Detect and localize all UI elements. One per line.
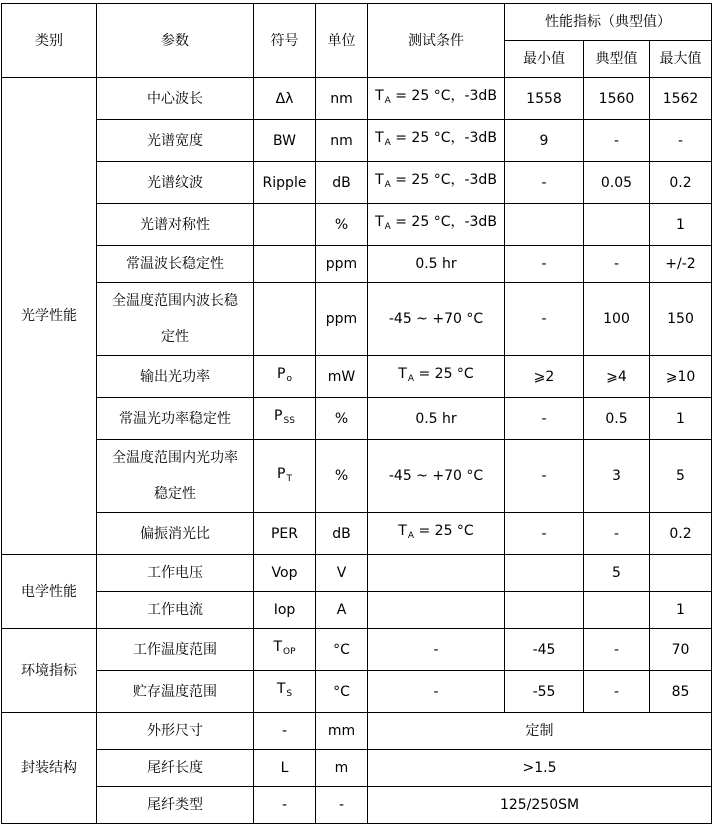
table-row — [2, 162, 712, 204]
param-cell: 工作温度范围 — [97, 629, 254, 671]
min-cell: - — [505, 440, 584, 513]
typ-cell: - — [584, 513, 650, 555]
cond-base: T — [375, 88, 384, 104]
param-line: 全温度范围内光功率 — [112, 450, 238, 466]
symbol-cell — [254, 246, 316, 283]
symbol-sub: OP — [283, 647, 296, 657]
table-row — [2, 750, 712, 787]
typ-cell: 1560 — [584, 78, 650, 120]
table-row — [2, 398, 712, 440]
table-row — [2, 787, 712, 824]
unit-cell: % — [316, 398, 368, 440]
table-row — [2, 555, 712, 592]
condition-cell: - — [368, 629, 505, 671]
header-typ: 典型值 — [584, 41, 650, 78]
unit-cell: % — [316, 440, 368, 513]
cond-sub: A — [384, 180, 391, 190]
condition-cell — [368, 120, 505, 162]
min-cell: 9 — [505, 120, 584, 162]
typ-cell: - — [584, 629, 650, 671]
symbol-cell: Ripple — [254, 162, 316, 204]
symbol-cell: - — [254, 713, 316, 750]
unit-cell: nm — [316, 78, 368, 120]
param-cell — [97, 440, 254, 513]
param-cell: 尾纤类型 — [97, 787, 254, 824]
symbol-base: T — [273, 639, 283, 655]
unit-cell: ppm — [316, 246, 368, 283]
max-cell: 0.2 — [650, 162, 712, 204]
min-cell: -45 — [505, 629, 584, 671]
condition-cell — [368, 204, 505, 246]
category-environment: 环境指标 — [2, 629, 97, 713]
condition-cell — [368, 592, 505, 629]
unit-cell: mm — [316, 713, 368, 750]
symbol-cell: L — [254, 750, 316, 787]
symbol-sub: o — [286, 374, 292, 384]
symbol-cell — [254, 398, 316, 440]
cond-rest: = 25 °C — [414, 366, 474, 382]
table-row — [2, 440, 712, 513]
condition-cell: 0.5 hr — [368, 398, 505, 440]
header-unit: 单位 — [316, 4, 368, 78]
min-cell — [505, 592, 584, 629]
cond-rest: = 25 °C，-3dB — [390, 214, 497, 230]
cond-rest: = 25 °C，-3dB — [390, 88, 497, 104]
param-cell — [97, 283, 254, 356]
typ-cell: 3 — [584, 440, 650, 513]
max-cell: ⩾10 — [650, 356, 712, 398]
param-line: 全温度范围内波长稳 — [112, 293, 238, 309]
table-row — [2, 356, 712, 398]
unit-cell: °C — [316, 629, 368, 671]
symbol-cell: Iop — [254, 592, 316, 629]
header-max: 最大值 — [650, 41, 712, 78]
header-condition: 测试条件 — [368, 4, 505, 78]
param-cell: 工作电流 — [97, 592, 254, 629]
min-cell: -55 — [505, 671, 584, 713]
symbol-cell: PER — [254, 513, 316, 555]
value-cell: 125/250SM — [368, 787, 712, 824]
typ-cell: 100 — [584, 283, 650, 356]
param-cell: 工作电压 — [97, 555, 254, 592]
typ-cell: 5 — [584, 555, 650, 592]
typ-cell: 0.05 — [584, 162, 650, 204]
max-cell: 1 — [650, 592, 712, 629]
spec-table — [1, 3, 712, 824]
symbol-base: P — [277, 465, 286, 482]
cond-base: T — [375, 130, 384, 146]
param-line: 稳定性 — [154, 486, 196, 502]
symbol-cell: Δλ — [254, 78, 316, 120]
cond-base: T — [398, 523, 407, 539]
symbol-base: P — [277, 366, 286, 382]
param-cell: 外形尺寸 — [97, 713, 254, 750]
symbol-cell — [254, 440, 316, 513]
unit-cell: dB — [316, 162, 368, 204]
unit-cell: m — [316, 750, 368, 787]
table-row — [2, 204, 712, 246]
min-cell: 1558 — [505, 78, 584, 120]
param-cell: 偏振消光比 — [97, 513, 254, 555]
max-cell: 85 — [650, 671, 712, 713]
unit-cell: ppm — [316, 283, 368, 356]
min-cell: - — [505, 162, 584, 204]
min-cell: ⩾2 — [505, 356, 584, 398]
unit-cell: A — [316, 592, 368, 629]
unit-cell: mW — [316, 356, 368, 398]
max-cell: 1 — [650, 398, 712, 440]
table-row — [2, 283, 712, 356]
condition-cell — [368, 162, 505, 204]
header-min: 最小值 — [505, 41, 584, 78]
unit-cell: V — [316, 555, 368, 592]
max-cell: 1 — [650, 204, 712, 246]
category-package: 封装结构 — [2, 713, 97, 824]
condition-cell — [368, 356, 505, 398]
unit-cell: - — [316, 787, 368, 824]
table-row — [2, 592, 712, 629]
symbol-sub: T — [286, 473, 292, 484]
header-performance: 性能指标（典型值） — [505, 4, 712, 41]
min-cell — [505, 204, 584, 246]
min-cell: - — [505, 246, 584, 283]
unit-cell: °C — [316, 671, 368, 713]
category-optical: 光学性能 — [2, 78, 97, 555]
symbol-cell — [254, 629, 316, 671]
symbol-cell — [254, 356, 316, 398]
header-symbol: 符号 — [254, 4, 316, 78]
cond-rest: = 25 °C，-3dB — [390, 172, 497, 188]
typ-cell: - — [584, 246, 650, 283]
cond-sub: A — [407, 374, 415, 384]
typ-cell: - — [584, 120, 650, 162]
min-cell: - — [505, 513, 584, 555]
param-line: 定性 — [161, 329, 189, 345]
cond-base: T — [375, 172, 384, 188]
max-cell: 150 — [650, 283, 712, 356]
typ-cell — [584, 204, 650, 246]
param-cell: 常温光功率稳定性 — [97, 398, 254, 440]
max-cell: 5 — [650, 440, 712, 513]
table-row — [2, 713, 712, 750]
max-cell: - — [650, 120, 712, 162]
value-cell: >1.5 — [368, 750, 712, 787]
typ-cell — [584, 592, 650, 629]
cond-rest: = 25 °C — [414, 523, 474, 539]
condition-cell: - — [368, 671, 505, 713]
typ-cell: 0.5 — [584, 398, 650, 440]
param-cell: 贮存温度范围 — [97, 671, 254, 713]
table-row — [2, 120, 712, 162]
cond-sub: A — [407, 531, 415, 541]
condition-cell — [368, 513, 505, 555]
param-cell: 输出光功率 — [97, 356, 254, 398]
table-row — [2, 629, 712, 671]
table-row — [2, 671, 712, 713]
condition-cell — [368, 78, 505, 120]
cond-sub: A — [384, 96, 391, 106]
table-row — [2, 78, 712, 120]
value-cell: 定制 — [368, 713, 712, 750]
max-cell: +/-2 — [650, 246, 712, 283]
cond-rest: = 25 °C，-3dB — [390, 130, 497, 146]
param-cell: 光谱对称性 — [97, 204, 254, 246]
header-row — [2, 4, 712, 41]
cond-base: T — [398, 366, 407, 382]
param-cell: 常温波长稳定性 — [97, 246, 254, 283]
cond-sub: A — [384, 138, 391, 148]
typ-cell: - — [584, 671, 650, 713]
table-row — [2, 513, 712, 555]
symbol-cell — [254, 204, 316, 246]
table-row — [2, 246, 712, 283]
max-cell: 1562 — [650, 78, 712, 120]
param-cell: 尾纤长度 — [97, 750, 254, 787]
max-cell: 0.2 — [650, 513, 712, 555]
condition-cell: 0.5 hr — [368, 246, 505, 283]
symbol-base: P — [274, 408, 283, 424]
min-cell — [505, 555, 584, 592]
header-param: 参数 — [97, 4, 254, 78]
unit-cell: nm — [316, 120, 368, 162]
max-cell — [650, 555, 712, 592]
unit-cell: % — [316, 204, 368, 246]
max-cell: 70 — [650, 629, 712, 671]
min-cell: - — [505, 283, 584, 356]
symbol-sub: S — [286, 689, 293, 699]
param-cell: 光谱宽度 — [97, 120, 254, 162]
cond-base: T — [375, 214, 384, 230]
min-cell: - — [505, 398, 584, 440]
symbol-cell: - — [254, 787, 316, 824]
unit-cell: dB — [316, 513, 368, 555]
symbol-cell: Vop — [254, 555, 316, 592]
param-cell: 中心波长 — [97, 78, 254, 120]
param-cell: 光谱纹波 — [97, 162, 254, 204]
symbol-cell — [254, 283, 316, 356]
symbol-cell — [254, 671, 316, 713]
condition-cell — [368, 555, 505, 592]
condition-cell: -45 ~ +70 °C — [368, 440, 505, 513]
symbol-cell: BW — [254, 120, 316, 162]
header-category: 类别 — [2, 4, 97, 78]
cond-sub: A — [384, 222, 391, 232]
symbol-base: T — [276, 681, 286, 697]
symbol-sub: SS — [283, 416, 295, 426]
category-electrical: 电学性能 — [2, 555, 97, 629]
typ-cell: ⩾4 — [584, 356, 650, 398]
condition-cell: -45 ~ +70 °C — [368, 283, 505, 356]
